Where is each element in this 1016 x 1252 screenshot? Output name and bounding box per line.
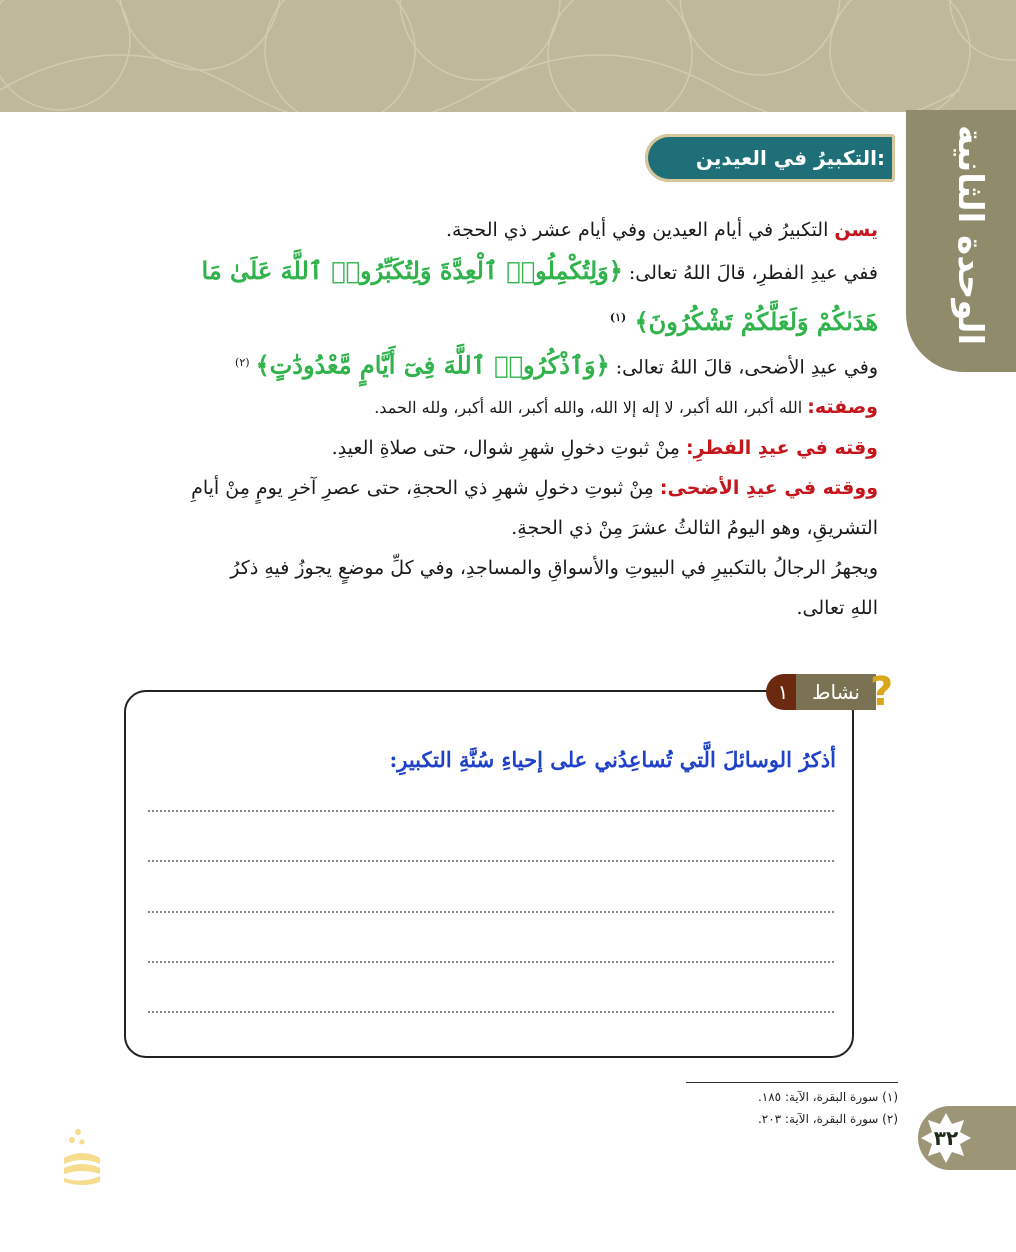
answer-line[interactable] xyxy=(148,810,834,812)
activity-question: أذكرُ الوسائلَ الَّتي تُساعِدُني على إحياءِ سُنَّةِ التكبيرِ: xyxy=(389,747,836,772)
unit-title: الوحدة الثانية xyxy=(950,124,990,346)
footnote-marker: (١) xyxy=(609,311,627,324)
answer-line[interactable] xyxy=(148,911,834,913)
publisher-logo-icon xyxy=(58,1124,106,1188)
paragraph-adha-time xyxy=(100,468,878,508)
footnote-2: (٢) سورة البقرة، الآية: ٢٠٣. xyxy=(757,1112,898,1126)
paragraph-text: مِنْ ثبوتِ دخولِ شهرِ ذي الحجةِ، حتى عصرِ آخرِ يومٍ مِنْ أيامِ xyxy=(191,477,660,500)
lead-term: يسن xyxy=(834,219,878,241)
paragraph-text: مِنْ ثبوتِ دخولِ شهرِ شوال، حتى صلاةِ العيدِ. xyxy=(331,437,686,460)
answer-line[interactable] xyxy=(148,961,834,963)
paragraph-text: التكبيرُ في أيام العيدين وفي أيام عشر ذي الحجة. xyxy=(445,219,835,241)
footnote-divider xyxy=(686,1082,898,1083)
paragraph-text: ففي عيدِ الفطرِ، قالَ اللهُ تعالى: xyxy=(628,262,878,284)
paragraph-public-takbir-continued: اللهِ تعالى. xyxy=(796,597,878,620)
activity-number: ١ xyxy=(766,674,800,710)
paragraph-text: وفي عيدِ الأضحى، قالَ اللهُ تعالى: xyxy=(615,356,878,379)
quran-verse: ﴿وَٱذْكُرُوا۟ ٱللَّهَ فِىٓ أَيَّامٍ مَّعْدُودَٰتٍ﴾ xyxy=(255,350,610,380)
paragraph-description xyxy=(100,387,878,428)
lead-term: ووقته في عيدِ الأضحى: xyxy=(659,477,878,500)
activity-tab xyxy=(766,668,896,716)
answer-line[interactable] xyxy=(148,1011,834,1013)
quran-verse-continued: هَدَىٰكُمْ وَلَعَلَّكُمْ تَشْكُرُونَ﴾ $^{(١)}$ xyxy=(609,307,878,336)
banner-pattern xyxy=(0,0,1016,112)
question-mark-icon: ? xyxy=(870,669,894,715)
footnote-1: (١) سورة البقرة، الآية: ١٨٥. xyxy=(757,1090,898,1104)
lesson-body xyxy=(100,210,878,628)
section-heading-title: التكبيرُ في العيدين: xyxy=(695,146,885,170)
lead-term: وصفته: xyxy=(807,396,878,419)
paragraph-adha-verse xyxy=(100,343,878,387)
page-number: ٣٢ xyxy=(933,1126,959,1150)
paragraph-fitr-verse xyxy=(100,250,878,293)
top-banner xyxy=(0,0,1016,112)
paragraph-fitr-time xyxy=(100,428,878,468)
paragraph-sunnah xyxy=(100,210,878,250)
activity-label: نشاط xyxy=(796,674,876,710)
paragraph-public-takbir: ويجهرُ الرجالُ بالتكبيرِ في البيوتِ والأسواقِ والمساجدِ، وفي كلِّ موضعٍ يجوزُ فيهِ ذكرُ xyxy=(230,557,878,580)
paragraph-text: الله أكبر، الله أكبر، لا إله إلا الله، والله أكبر، الله أكبر، ولله الحمد. xyxy=(374,398,808,418)
lead-term: وقته في عيدِ الفطرِ: xyxy=(686,437,878,460)
answer-line[interactable] xyxy=(148,860,834,862)
paragraph-adha-time-continued: التشريقِ، وهو اليومُ الثالثُ عشرَ مِنْ ذي الحجةِ. xyxy=(511,517,878,540)
quran-verse: ﴿وَلِتُكْمِلُوا۟ ٱلْعِدَّةَ وَلِتُكَبِّرُوا۟ ٱللَّهَ عَلَىٰ مَا xyxy=(201,256,623,285)
footnote-marker: (٢) xyxy=(235,356,250,369)
section-heading xyxy=(645,134,895,182)
